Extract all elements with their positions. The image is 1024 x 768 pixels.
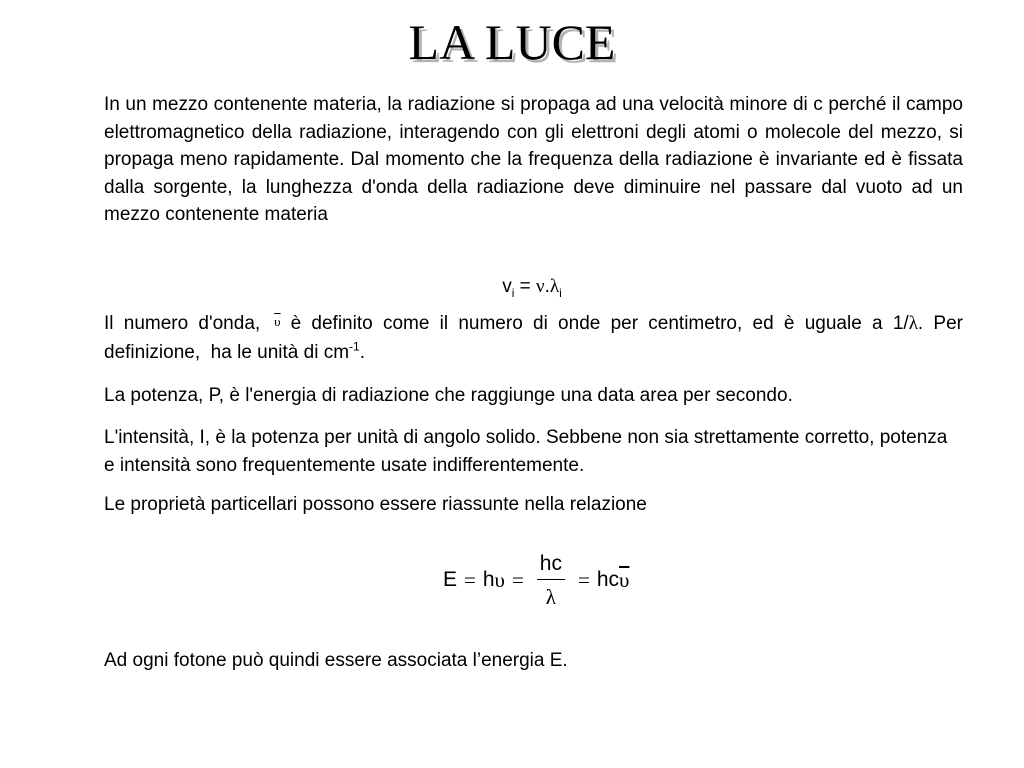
energy-eq3: = [577, 567, 590, 592]
formula-nu: ν [536, 276, 545, 297]
energy-numerator: hc [537, 551, 565, 580]
paragraph-power: La potenza, P, è l'energia di radiazione che raggiunge una data area per secondo. [104, 385, 793, 406]
energy-denominator: λ [545, 584, 556, 609]
paragraph-wavenumber [104, 310, 969, 366]
formula-lambda: λ [549, 276, 560, 297]
wavenumber-symbol: $\overline{\upsilon}$ [274, 314, 281, 329]
energy-upsilon: υ [494, 567, 505, 592]
formula-energy [443, 545, 629, 615]
energy-eq2: = [511, 567, 524, 592]
energy-fraction [537, 551, 565, 610]
paragraph-particle: Le proprietà particellari possono essere riassunte nella relazione [104, 494, 647, 515]
wavenumber-end: . [359, 341, 365, 363]
slide-title: LA LUCE [408, 14, 616, 70]
wavenumber-text-2: è definito come il numero di onde per centimetro, ed è uguale a 1/ [290, 313, 909, 334]
paragraph-refraction: In un mezzo contenente materia, la radiazione si propaga ad una velocità minore di c perché il campo elettromagnetico della radiazione, interagendo con gli elettroni degli atomi o molecole del mezzo, si propaga meno rapidamente. Dal momento che la frequenza della radiazione è invariante ed è fissata dalla sorgente, la lunghezza d'onda della radiazione deve diminuire nel passare dal vuoto ad un mezzo contenente materia [104, 94, 963, 225]
paragraph-photon-energy: Ad ogni fotone può quindi essere associata l’energia E. [104, 650, 568, 671]
formula-sub-i2: i [559, 285, 562, 300]
energy-upsilon-bar: $\overline{\upsilon}$ [619, 567, 630, 592]
paragraph-intensity: L'intensità, I, è la potenza per unità di angolo solido. Sebbene non sia strettamente corretto, potenza e intensità sono frequentemente usate indifferentemente. [104, 427, 948, 476]
formula-velocity [20, 273, 1024, 300]
wavenumber-lambda: λ [908, 313, 918, 334]
formula-v: v [502, 276, 512, 297]
wavenumber-text-1: Il numero d'onda, [104, 313, 261, 334]
wavenumber-exponent: -1 [349, 339, 360, 354]
formula-dot: . [544, 276, 550, 297]
formula-sub-i: i [511, 285, 515, 300]
energy-h: h [482, 568, 495, 591]
energy-eq1: = [464, 567, 476, 592]
formula-equals: = [514, 276, 537, 297]
wavenumber-text-3: . Per definizione, ha le unità di cm [104, 313, 969, 363]
energy-E: E [443, 568, 458, 591]
energy-hc: hc [596, 568, 620, 591]
